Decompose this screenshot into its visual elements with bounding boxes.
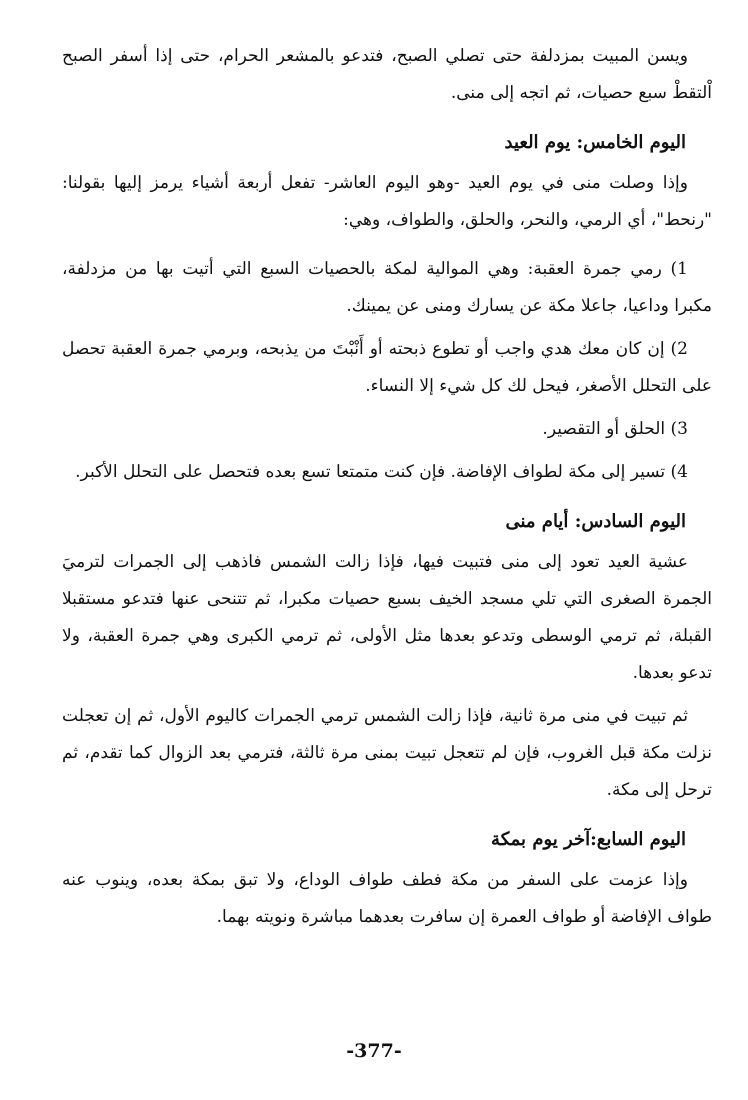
heading-day-five: اليوم الخامس: يوم العيد: [504, 132, 686, 153]
list-item-1: 1) رمي جمرة العقبة: وهي الموالية لمكة بالحصيات السبع التي أتيت بها من مزدلفة، مكبرا وداعيا، جاعلا مكة عن يسارك ومنى عن يمينك.: [62, 259, 712, 316]
page-number: -377-: [346, 1040, 402, 1062]
paragraph-eid-day: وإذا وصلت منى في يوم العيد -وهو اليوم العاشر- تفعل أربعة أشياء يرمز إليها بقولنا: "رنحط"، أي الرمي، والنحر، والحلق، والطواف، وهي:: [62, 173, 712, 230]
paragraph-overnight-muzdalifa: ويسن المبيت بمزدلفة حتى تصلي الصبح، فتدعو بالمشعر الحرام، حتى إذا أسفر الصبح اْلتقطْ سبع حصيات، ثم اتجه إلى منى.: [62, 46, 712, 103]
paragraph-mina-days: عشية العيد تعود إلى منى فتبيت فيها، فإذا زالت الشمس فاذهب إلى الجمرات لترميَ الجمرة الصغرى التي تلي مسجد الخيف بسبع حصيات مكبرا، ثم تتنحى عنها فتدعو مستقبلا القبلة، ثم ترمي الوسطى وتدعو بعدها مثل الأولى، ثم ترمي الكبرى وهي جمرة العقبة، ولا تدعو بعدها.: [62, 552, 712, 683]
list-item-2: 2) إن كان معك هدي واجب أو تطوع ذبحته أو أَنْبْتَ من يذبحه، وبرمي جمرة العقبة تحصل على التحلل الأصغر، فيحل لك كل شيء إلا النساء.: [62, 339, 712, 396]
list-item-3: 3) الحلق أو التقصير.: [542, 419, 688, 439]
paragraph-second-night: ثم تبيت في منى مرة ثانية، فإذا زالت الشمس ترمي الجمرات كاليوم الأول، ثم إن تعجلت نزلت مكة قبل الغروب، فإن لم تتعجل تبيت بمنى مرة ثالثة، فترمي بعد الزوال كما تقدم، ثم ترحل إلى مكة.: [62, 706, 712, 800]
page-body: [62, 38, 712, 936]
heading-day-six: اليوم السادس: أيام منى: [505, 511, 686, 532]
list-item-4: 4) تسير إلى مكة لطواف الإفاضة. فإن كنت متمتعا تسع بعده فتحصل على التحلل الأكبر.: [75, 462, 688, 482]
paragraph-farewell: وإذا عزمت على السفر من مكة فطف طواف الوداع، ولا تبق بمكة بعده، وينوب عنه طواف الإفاضة أو طواف العمرة إن سافرت بعدهما مباشرة ونويته بهما.: [62, 870, 712, 927]
heading-day-seven: اليوم السابع:آخر يوم بمكة: [491, 829, 686, 850]
